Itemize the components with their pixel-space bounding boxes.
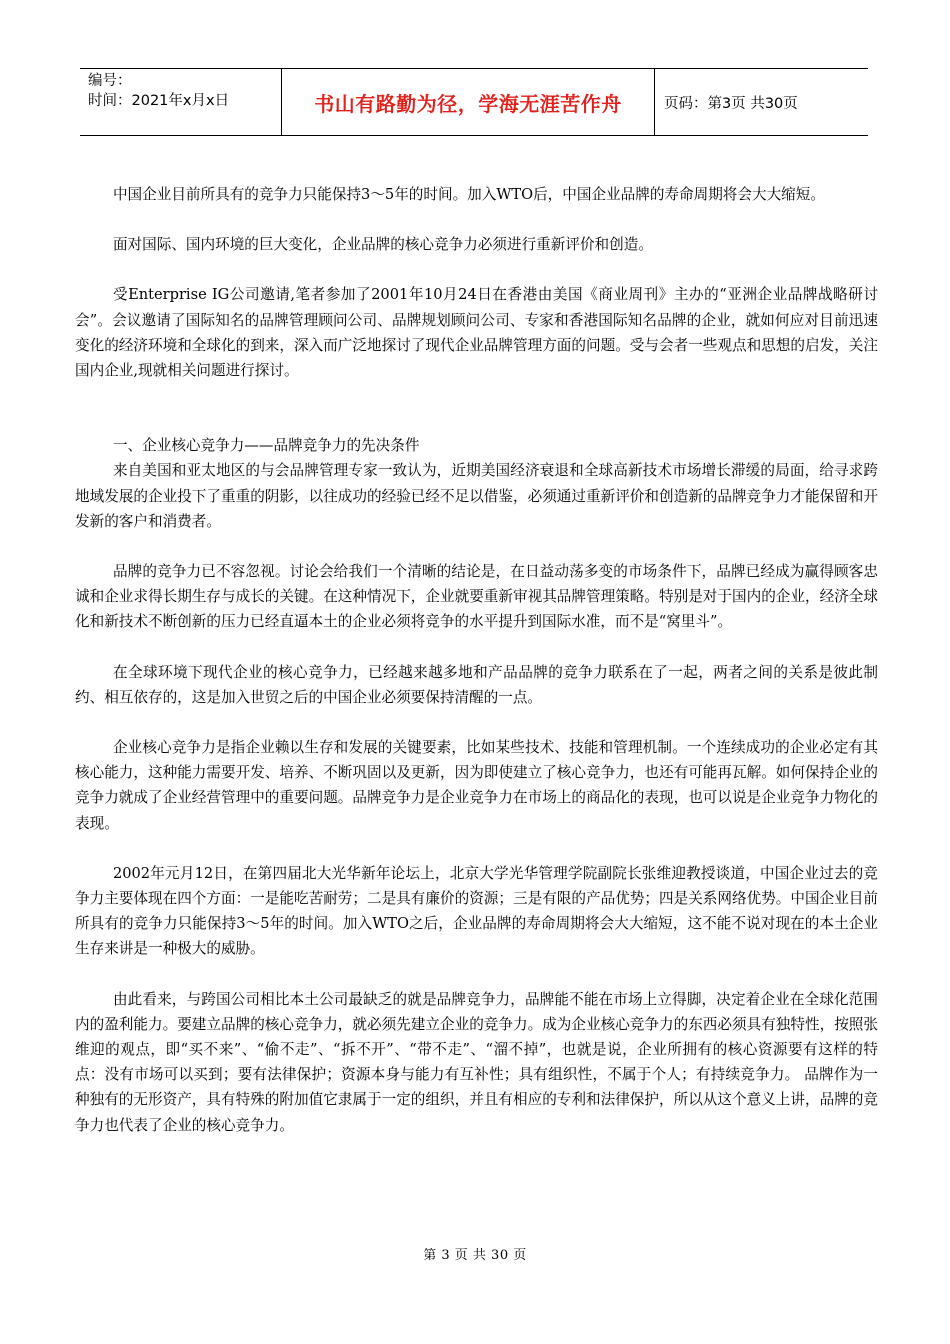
- header-meta: [80, 69, 282, 135]
- paragraph: 由此看来，与跨国公司相比本土公司最缺乏的就是品牌竞争力，品牌能不能在市场上立得脚，决定着企业在全球化范围内的盈利能力。要建立品牌的核心竞争力，就必须先建立企业的竞争力。成为企业核心竞争力的东西必须具有独特性，按照张维迎的观点，即“买不来”、“偷不走”、“拆不开”、“带不走”、“溜不掉”，也就是说，企业所拥有的核心资源要有这样的特点：没有市场可以买到；要有法律保护；资源本身与能力有互补性；具有组织性，不属于个人；有持续竞争力。 品牌作为一种独有的无形资产，具有特殊的附加值它隶属于一定的组织，并且有相应的专利和法律保护，所以从这个意义上讲，品牌的竞争力也代表了企业的核心竞争力。: [75, 990, 878, 1134]
- time-label: 时间：2021年x月x日: [88, 93, 230, 109]
- header-page-info: 页码：第3页 共30页: [664, 95, 798, 112]
- document-header: [80, 68, 868, 136]
- spacer: [75, 408, 878, 433]
- paragraph: 面对国际、国内环境的巨大变化，企业品牌的核心竞争力必须进行重新评价和创造。: [112, 236, 653, 254]
- paragraph: 来自美国和亚太地区的与会品牌管理专家一致认为，近期美国经济衰退和全球高新技术市场增长滞缓的局面，给寻求跨地域发展的企业投下了重重的阴影，以往成功的经验已经不足以借鉴，必须通过重新评价和创造新的品牌竞争力才能保留和开发新的客户和消费者。: [75, 462, 878, 530]
- paragraph: 2002年元月12日，在第四届北大光华新年论坛上，北京大学光华管理学院副院长张维迎教授谈道，中国企业过去的竞争力主要体现在四个方面：一是能吃苦耐劳；二是具有廉价的资源；三是有限的产品优势；四是关系网络优势。中国企业目前所具有的竞争力只能保持3～5年的时间。加入WTO之后，企业品牌的寿命周期将会大大缩短，这不能不说对现在的本土企业生存来讲是一种极大的威胁。: [75, 864, 878, 958]
- paragraph: 中国企业目前所具有的竞争力只能保持3～5年的时间。加入WTO后，中国企业品牌的寿命周期将会大大缩短。: [112, 186, 825, 203]
- section-heading: 一、企业核心竞争力——品牌竞争力的先决条件: [112, 437, 420, 455]
- paragraph: 品牌的竞争力已不容忽视。讨论会给我们一个清晰的结论是，在日益动荡多变的市场条件下，品牌已经成为赢得顾客忠诚和企业求得长期生存与成长的关键。在这种情况下，企业就要重新审视其品牌管理策略。特别是对于国内的企业，经济全球化和新技术不断创新的压力已经直逼本土的企业必须将竞争的水平提升到国际水准，而不是“窝里斗”。: [75, 563, 878, 631]
- footer-page-number: 第 3 页 共 30 页: [423, 1248, 527, 1263]
- number-label: 编号：: [88, 73, 132, 89]
- document-body: [75, 182, 878, 1138]
- page-footer: [0, 1244, 950, 1263]
- paragraph: 受Enterprise IG公司邀请,笔者参加了2001年10月24日在香港由美国《商业周刊》主办的“亚洲企业品牌战略研讨会”。会议邀请了国际知名的品牌管理顾问公司、品牌规划顾问公司、专家和香港国际知名品牌的企业，就如何应对目前迅速变化的经济环境和全球化的到来，深入而广泛地探讨了现代企业品牌管理方面的问题。受与会者一些观点和思想的启发，关注国内企业,现就相关问题进行探讨。: [75, 286, 878, 380]
- paragraph: 企业核心竞争力是指企业赖以生存和发展的关键要素，比如某些技术、技能和管理机制。一个连续成功的企业必定有其核心能力，这种能力需要开发、培养、不断巩固以及更新，因为即使建立了核心竞争力，也还有可能再瓦解。如何保持企业的竞争力就成了企业经营管理中的重要问题。品牌竞争力是企业竞争力在市场上的商品化的表现，也可以说是企业竞争力物化的表现。: [75, 739, 878, 832]
- paragraph: 在全球环境下现代企业的核心竞争力，已经越来越多地和产品品牌的竞争力联系在了一起，两者之间的关系是彼此制约、相互依存的，这是加入世贸之后的中国企业必须要保持清醒的一点。: [75, 663, 878, 706]
- header-motto: 书山有路勤为径，学海无涯苦作舟: [282, 69, 655, 135]
